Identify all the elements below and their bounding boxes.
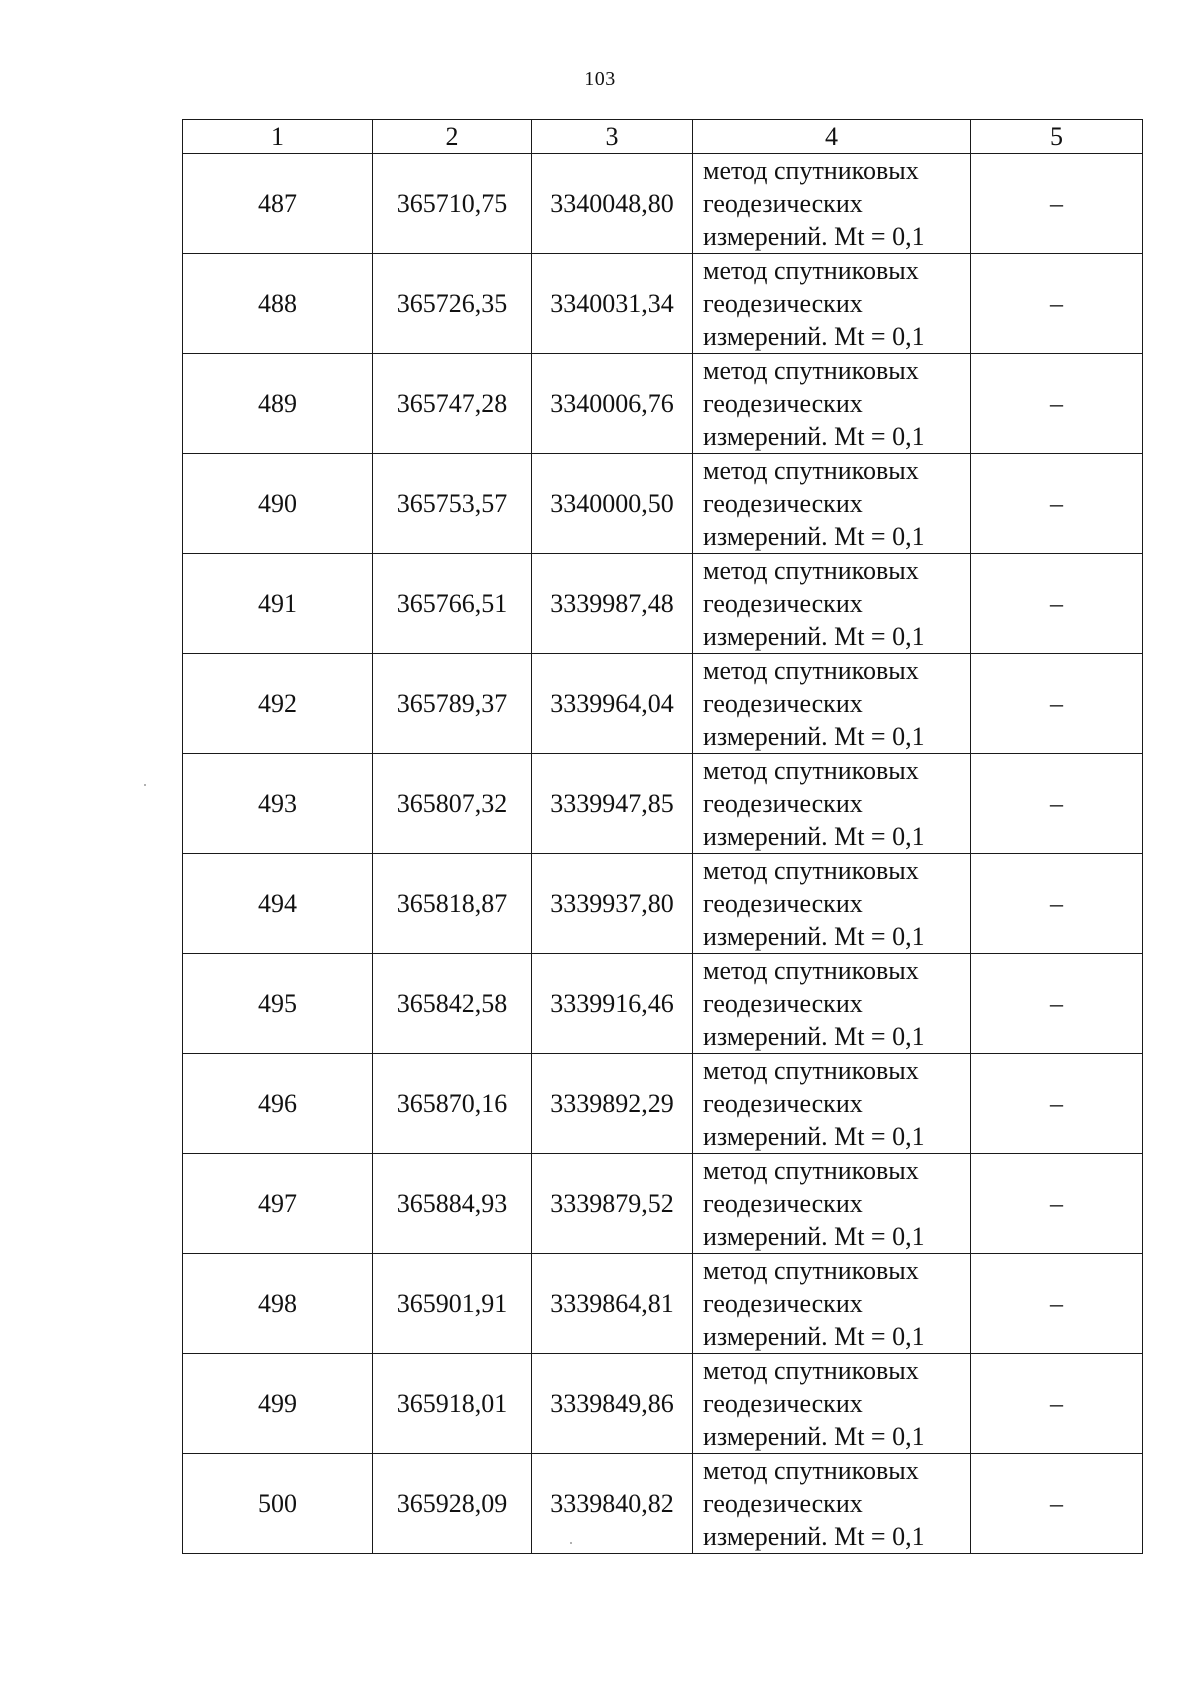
method-line: метод спутниковых [703,1156,919,1185]
coordinates-table [182,119,1143,1554]
method-line: геодезических [703,989,863,1018]
point-number-cell: 494 [183,854,373,954]
table-row [183,1054,1143,1154]
x-coordinate-cell: 365884,93 [373,1154,532,1254]
y-coordinate-cell: 3340000,50 [532,454,693,554]
header-col-5: 5 [971,120,1143,154]
point-number-cell: 497 [183,1154,373,1254]
point-number-cell: 492 [183,654,373,754]
method-line: метод спутниковых [703,1356,919,1385]
table-row [183,454,1143,554]
x-coordinate-cell: 365818,87 [373,854,532,954]
method-line: метод спутниковых [703,1056,919,1085]
method-cell [693,154,971,254]
table-header-row [183,120,1143,154]
y-coordinate-cell: 3339987,48 [532,554,693,654]
y-coordinate-cell: 3339879,52 [532,1154,693,1254]
method-line: измерений. Mt = 0,1 [703,1222,925,1251]
x-coordinate-cell: 365901,91 [373,1254,532,1354]
method-line: измерений. Mt = 0,1 [703,222,925,251]
method-cell [693,554,971,654]
note-cell: – [971,1354,1143,1454]
y-coordinate-cell: 3339840,82 [532,1454,693,1554]
x-coordinate-cell: 365789,37 [373,654,532,754]
note-cell: – [971,1454,1143,1554]
table-row [183,1354,1143,1454]
point-number-cell: 496 [183,1054,373,1154]
x-coordinate-cell: 365842,58 [373,954,532,1054]
note-cell: – [971,254,1143,354]
x-coordinate-cell: 365918,01 [373,1354,532,1454]
method-line: метод спутниковых [703,956,919,985]
x-coordinate-cell: 365710,75 [373,154,532,254]
method-line: геодезических [703,389,863,418]
method-line: метод спутниковых [703,1256,919,1285]
method-cell [693,1254,971,1354]
note-cell: – [971,454,1143,554]
y-coordinate-cell: 3339916,46 [532,954,693,1054]
point-number-cell: 500 [183,1454,373,1554]
method-cell [693,1054,971,1154]
point-number-cell: 488 [183,254,373,354]
y-coordinate-cell: 3339849,86 [532,1354,693,1454]
note-cell: – [971,354,1143,454]
table-row [183,1454,1143,1554]
table-row [183,254,1143,354]
method-line: измерений. Mt = 0,1 [703,1122,925,1151]
method-cell [693,1354,971,1454]
method-line: метод спутниковых [703,1456,919,1485]
header-col-4: 4 [693,120,971,154]
method-line: измерений. Mt = 0,1 [703,322,925,351]
coordinates-table-container [182,119,1142,1554]
method-line: геодезических [703,289,863,318]
x-coordinate-cell: 365747,28 [373,354,532,454]
scan-speck [570,1542,572,1544]
note-cell: – [971,654,1143,754]
x-coordinate-cell: 365726,35 [373,254,532,354]
method-line: метод спутниковых [703,156,919,185]
x-coordinate-cell: 365766,51 [373,554,532,654]
y-coordinate-cell: 3339937,80 [532,854,693,954]
method-cell [693,354,971,454]
method-line: метод спутниковых [703,756,919,785]
note-cell: – [971,1254,1143,1354]
method-line: геодезических [703,1289,863,1318]
method-line: измерений. Mt = 0,1 [703,1022,925,1051]
table-row [183,154,1143,254]
note-cell: – [971,154,1143,254]
note-cell: – [971,554,1143,654]
point-number-cell: 491 [183,554,373,654]
x-coordinate-cell: 365807,32 [373,754,532,854]
point-number-cell: 493 [183,754,373,854]
method-line: геодезических [703,689,863,718]
table-row [183,554,1143,654]
header-col-2: 2 [373,120,532,154]
table-row [183,754,1143,854]
table-row [183,954,1143,1054]
method-line: геодезических [703,189,863,218]
table-row [183,354,1143,454]
method-line: измерений. Mt = 0,1 [703,1322,925,1351]
method-line: метод спутниковых [703,456,919,485]
x-coordinate-cell: 365753,57 [373,454,532,554]
note-cell: – [971,854,1143,954]
y-coordinate-cell: 3339892,29 [532,1054,693,1154]
method-line: геодезических [703,889,863,918]
method-line: измерений. Mt = 0,1 [703,722,925,751]
method-line: геодезических [703,1089,863,1118]
method-cell [693,854,971,954]
y-coordinate-cell: 3339864,81 [532,1254,693,1354]
method-line: геодезических [703,1189,863,1218]
table-row [183,1154,1143,1254]
method-cell [693,1154,971,1254]
point-number-cell: 495 [183,954,373,1054]
header-col-3: 3 [532,120,693,154]
y-coordinate-cell: 3340031,34 [532,254,693,354]
method-line: измерений. Mt = 0,1 [703,1422,925,1451]
method-line: метод спутниковых [703,556,919,585]
header-col-1: 1 [183,120,373,154]
method-cell [693,1454,971,1554]
method-line: измерений. Mt = 0,1 [703,922,925,951]
method-line: измерений. Mt = 0,1 [703,822,925,851]
method-line: метод спутниковых [703,356,919,385]
method-line: измерений. Mt = 0,1 [703,422,925,451]
scan-speck [144,784,146,786]
page-number: 103 [584,68,616,90]
point-number-cell: 489 [183,354,373,454]
y-coordinate-cell: 3340006,76 [532,354,693,454]
method-cell [693,454,971,554]
note-cell: – [971,954,1143,1054]
method-line: метод спутниковых [703,256,919,285]
y-coordinate-cell: 3340048,80 [532,154,693,254]
table-row [183,654,1143,754]
method-line: геодезических [703,789,863,818]
method-line: геодезических [703,589,863,618]
method-line: измерений. Mt = 0,1 [703,622,925,651]
method-line: метод спутниковых [703,656,919,685]
method-cell [693,254,971,354]
table-row [183,854,1143,954]
point-number-cell: 490 [183,454,373,554]
method-line: измерений. Mt = 0,1 [703,1522,925,1551]
point-number-cell: 499 [183,1354,373,1454]
method-line: метод спутниковых [703,856,919,885]
x-coordinate-cell: 365870,16 [373,1054,532,1154]
method-cell [693,954,971,1054]
method-line: геодезических [703,489,863,518]
method-line: измерений. Mt = 0,1 [703,522,925,551]
y-coordinate-cell: 3339947,85 [532,754,693,854]
method-line: геодезических [703,1489,863,1518]
table-row [183,1254,1143,1354]
note-cell: – [971,1054,1143,1154]
y-coordinate-cell: 3339964,04 [532,654,693,754]
table-body [183,154,1143,1554]
point-number-cell: 498 [183,1254,373,1354]
method-cell [693,754,971,854]
x-coordinate-cell: 365928,09 [373,1454,532,1554]
note-cell: – [971,754,1143,854]
method-cell [693,654,971,754]
note-cell: – [971,1154,1143,1254]
method-line: геодезических [703,1389,863,1418]
point-number-cell: 487 [183,154,373,254]
